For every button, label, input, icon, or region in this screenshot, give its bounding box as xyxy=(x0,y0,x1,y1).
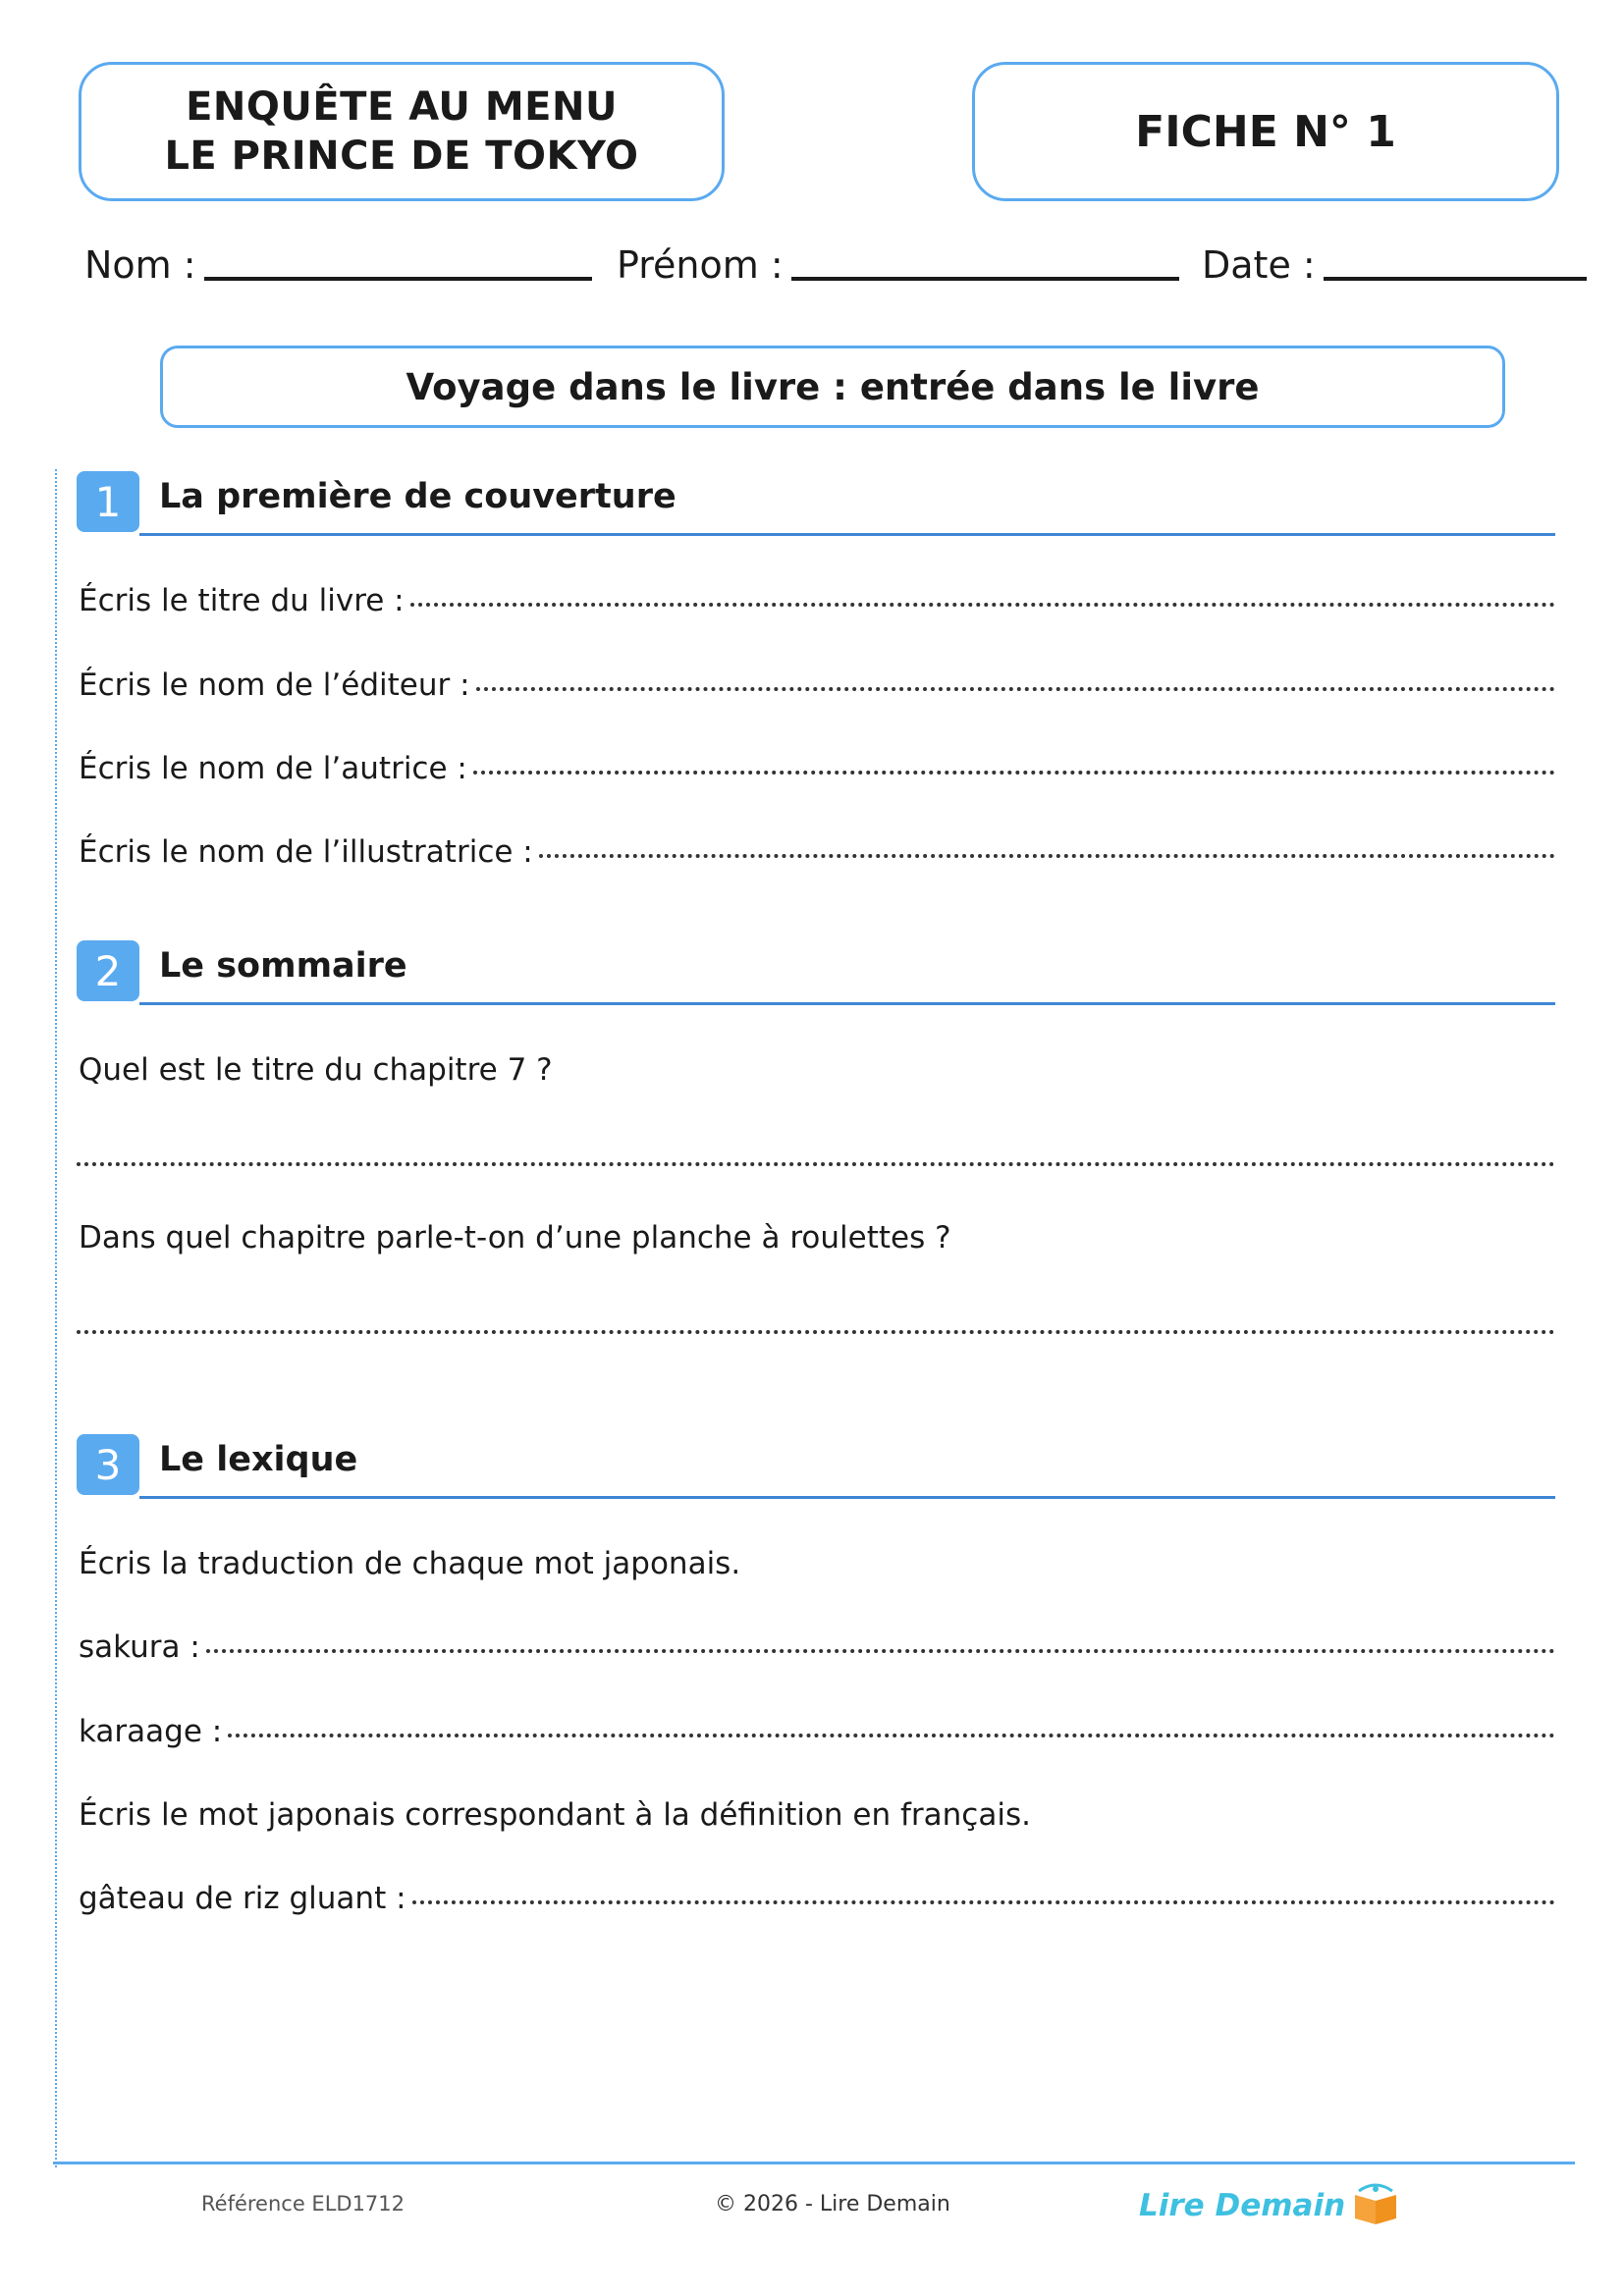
section-2-rule xyxy=(139,1002,1555,1005)
section-2-number-badge: 2 xyxy=(77,940,139,1001)
question-text: Écris le nom de l’autrice : xyxy=(79,751,467,786)
question-1-4[interactable] xyxy=(79,834,1555,870)
question-1-1[interactable] xyxy=(79,583,1555,618)
section-2-title: Le sommaire xyxy=(159,946,407,986)
section-1-title: La première de couverture xyxy=(159,477,677,516)
footer-rule xyxy=(53,2162,1575,2164)
date-blank-line[interactable] xyxy=(1324,277,1587,281)
student-identity-row xyxy=(84,243,1587,293)
lire-demain-logo xyxy=(1139,2181,1400,2230)
question-2-1-text: Quel est le titre du chapitre 7 ? xyxy=(79,1052,553,1088)
section-1-number-badge: 1 xyxy=(77,471,139,532)
margin-dotted-line xyxy=(55,469,57,2167)
worksheet-title-line2: LE PRINCE DE TOKYO xyxy=(164,133,639,179)
lexique-instruction-1: Écris la traduction de chaque mot japonais. xyxy=(79,1546,741,1581)
section-2-header xyxy=(77,940,1555,1001)
question-text: Écris le titre du livre : xyxy=(79,583,405,618)
question-2-2-text: Dans quel chapitre parle-t-on d’une planche à roulettes ? xyxy=(79,1220,951,1255)
answer-dotted-line[interactable] xyxy=(473,771,1555,774)
book-icon xyxy=(1351,2181,1400,2230)
question-1-3[interactable] xyxy=(79,751,1555,786)
nom-field[interactable] xyxy=(84,243,592,287)
word-label: sakura : xyxy=(79,1629,200,1665)
footer-reference: Référence ELD1712 xyxy=(201,2192,406,2216)
footer-copyright: © 2026 - Lire Demain xyxy=(715,2192,950,2216)
worksheet-title-line1: ENQUÊTE AU MENU xyxy=(186,84,618,130)
prenom-blank-line[interactable] xyxy=(791,277,1179,281)
nom-blank-line[interactable] xyxy=(204,277,592,281)
section-3-header xyxy=(77,1434,1555,1495)
answer-dotted-line[interactable] xyxy=(206,1649,1555,1653)
prenom-label: Prénom : xyxy=(617,243,784,287)
question-text: Écris le nom de l’éditeur : xyxy=(79,667,470,703)
answer-dotted-line[interactable] xyxy=(539,854,1555,858)
worksheet-title-box xyxy=(79,62,725,201)
definition-label: gâteau de riz gluant : xyxy=(79,1881,406,1916)
lexique-instruction-2: Écris le mot japonais correspondant à la définition en français. xyxy=(79,1797,1031,1833)
section-3-number-badge: 3 xyxy=(77,1434,139,1495)
section-3-title: Le lexique xyxy=(159,1440,358,1479)
date-field[interactable] xyxy=(1202,243,1587,287)
prenom-field[interactable] xyxy=(617,243,1179,287)
definition-gateau[interactable] xyxy=(79,1881,1555,1916)
nom-label: Nom : xyxy=(84,243,196,287)
section-1-rule xyxy=(139,533,1555,536)
question-1-2[interactable] xyxy=(79,667,1555,703)
fiche-number: FICHE N° 1 xyxy=(1135,106,1396,157)
word-sakura[interactable] xyxy=(79,1629,1555,1665)
section-1-header xyxy=(77,471,1555,532)
question-text: Écris le nom de l’illustratrice : xyxy=(79,834,533,870)
logo-text: Lire Demain xyxy=(1139,2188,1346,2223)
word-karaage[interactable] xyxy=(79,1714,1555,1749)
answer-dotted-line[interactable] xyxy=(77,1330,1555,1334)
answer-dotted-line[interactable] xyxy=(77,1162,1555,1166)
answer-dotted-line[interactable] xyxy=(412,1900,1555,1904)
answer-dotted-line[interactable] xyxy=(410,603,1555,607)
fiche-number-box xyxy=(972,62,1559,201)
date-label: Date : xyxy=(1202,243,1316,287)
answer-dotted-line[interactable] xyxy=(476,687,1555,691)
section-3-rule xyxy=(139,1496,1555,1499)
subtitle-text: Voyage dans le livre : entrée dans le livre xyxy=(406,365,1260,408)
word-label: karaage : xyxy=(79,1714,223,1749)
answer-dotted-line[interactable] xyxy=(228,1734,1555,1737)
subtitle-box xyxy=(160,346,1505,428)
